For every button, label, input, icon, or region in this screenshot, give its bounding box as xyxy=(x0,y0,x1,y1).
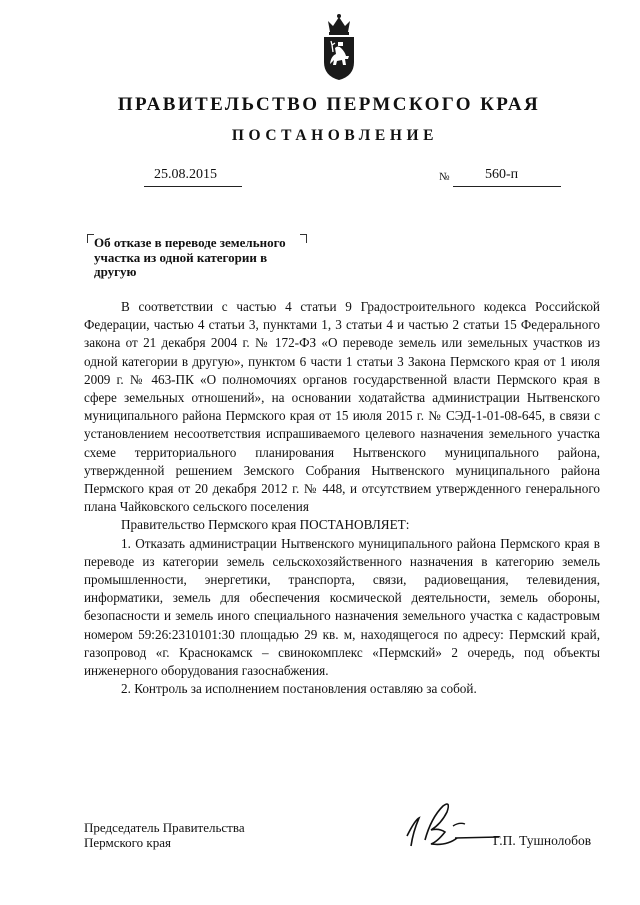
document-number xyxy=(453,167,561,187)
document-type: ПОСТАНОВЛЕНИЕ xyxy=(231,127,439,144)
signer-position-line-2: Пермского края xyxy=(84,835,171,850)
number-value: 560-п xyxy=(485,167,519,182)
date-value: 25.08.2015 xyxy=(154,167,217,182)
preamble-paragraph: В соответствии с частью 4 статьи 9 Градостроительного кодекса Российской Федерации, частью 4 статьи 3, пунктами 1, 3 статьи 4 и частью 2 статьи 15 Федерального закона от 21 декабря 2004 г. № 172-ФЗ «О переводе земель или земельных участков из одной категории в другую», пунктом 6 части 1 статьи 3 Закона Пермского края от 1 июля 2009 г. № 463-ПК «О полномочиях органов государственной власти Пермского края в сфере земельных отношений», на основании ходатайства администрации Нытвенского муниципального района Пермского края от 15 июля 2015 г. № СЭД-1-01-08-645, в связи с установлением несоответствия испрашиваемого целевого назначения земельного участка схеме территориального планирования Нытвенского муниципального района, утвержденной решением Земского Собрания Нытвенского муниципального района Пермского края от 20 декабря 2012 г. № 448, и отсутствием утвержденного генерального плана Чайковского сельского поселения xyxy=(84,299,600,515)
subject-bracket-left xyxy=(87,234,94,243)
document-body xyxy=(84,298,600,698)
document-date xyxy=(144,167,242,187)
signer-name: Г.П. Тушнолобов xyxy=(493,833,592,848)
document-subject: Об отказе в переводе земельного участка из одной категории в другую xyxy=(94,235,286,279)
item-1-paragraph: 1. Отказать администрации Нытвенского муниципального района Пермского края в переводе из категории земель сельскохозяйственного назначения в категорию земель промышленности, энергетики, транспорта, связи, радиовещания, телевидения, информатики, земель для обеспечения космической деятельности, земель обороны, безопасности и земель иного специального назначения земельного участка с кадастровым номером 59:26:2310101:30 площадью 29 кв. м, находящегося по адресу: Пермский край, газопровод «г. Краснокамск – свинокомплекс «Пермский» 2 очередь, под объекты инженерного оборудования газоснабжения. xyxy=(84,535,600,679)
number-sign: № xyxy=(439,171,450,183)
date-underline xyxy=(144,186,242,187)
item-2-paragraph: 2. Контроль за исполнением постановления оставляю за собой. xyxy=(121,681,477,697)
number-underline xyxy=(453,186,561,187)
government-title: ПРАВИТЕЛЬСТВО ПЕРМСКОГО КРАЯ xyxy=(117,94,541,115)
resolves-paragraph: Правительство Пермского края ПОСТАНОВЛЯЕТ: xyxy=(121,517,410,533)
handwritten-signature xyxy=(395,790,505,860)
perm-krai-coat-of-arms-icon xyxy=(319,12,359,82)
signer-position-line-1: Председатель Правительства xyxy=(84,820,245,835)
signer-position xyxy=(84,820,245,850)
